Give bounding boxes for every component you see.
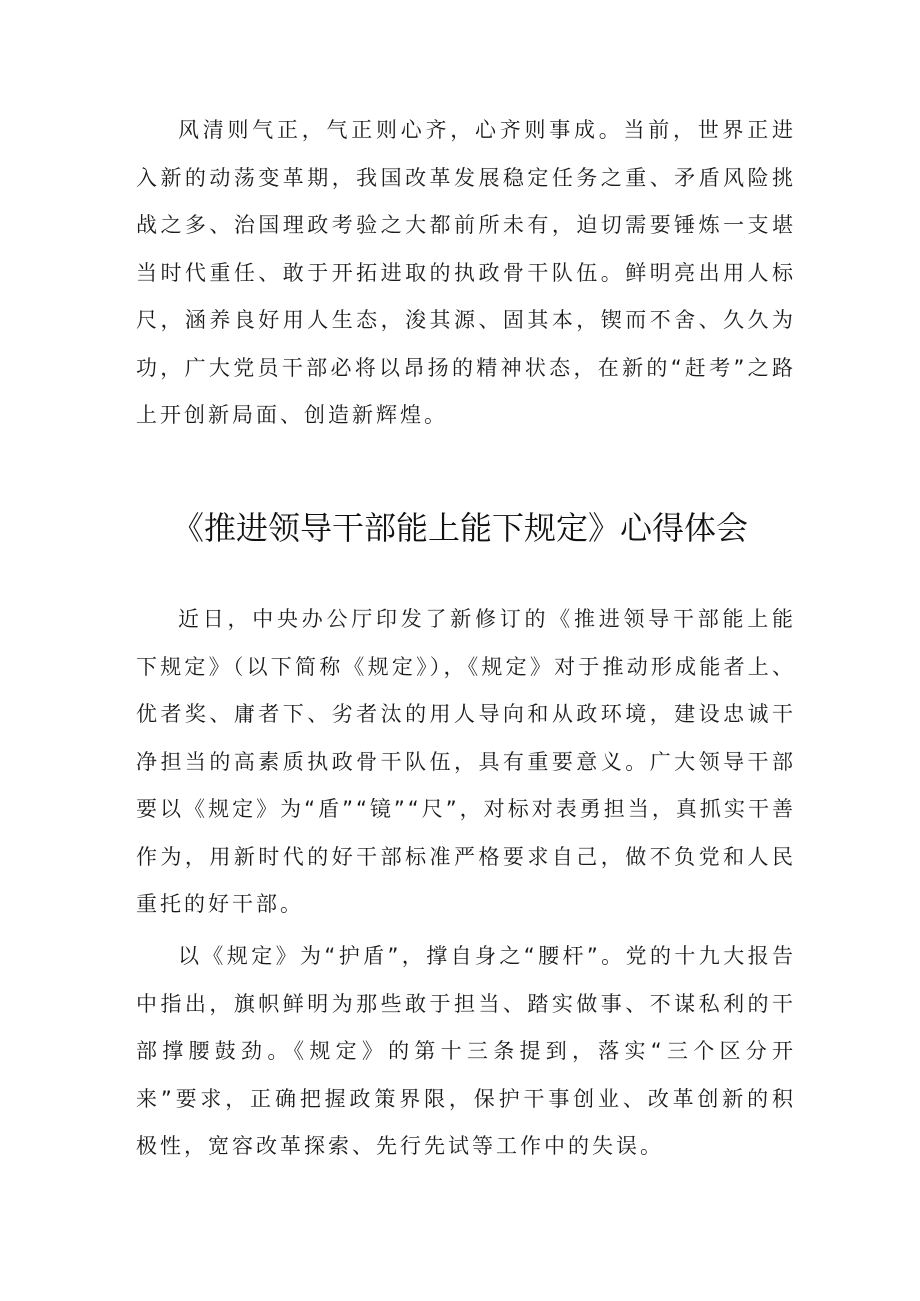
paragraph-body-2: 以《规定》为“护盾”，撑自身之“腰杆”。党的十九大报告中指出，旗帜鲜明为那些敢于担当、踏实做事、不谋私利的干部撑腰鼓劲。《规定》的第十三条提到，落实“三个区分开来”要求，正确把握政策界限，保护干事创业、改革创新的积极性，宽容改革探索、先行先试等工作中的失误。	[136, 944, 796, 1158]
paragraph-intro: 风清则气正，气正则心齐，心齐则事成。当前，世界正进入新的动荡变革期，我国改革发展稳定任务之重、矛盾风险挑战之多、治国理政考验之大都前所未有，迫切需要锤炼一支堪当时代重任、敢于开拓进取的执政骨干队伍。鲜明亮出用人标尺，涵养良好用人生态，浚其源、固其本，锲而不舍、久久为功，广大党员干部必将以昂扬的精神状态，在新的“赶考”之路上开创新局面、创造新辉煌。	[136, 118, 796, 427]
paragraph-body-1: 近日，中央办公厅印发了新修订的《推进领导干部能上能下规定》（以下简称《规定》），《规定》对于推动形成能者上、优者奖、庸者下、劣者汰的用人导向和从政环境，建设忠诚干净担当的高素质执政骨干队伍，具有重要意义。广大领导干部要以《规定》为“盾”“镜”“尺”，对标对表勇担当，真抓实干善作为，用新时代的好干部标准严格要求自己，做不负党和人民重托的好干部。	[136, 607, 796, 916]
document-title: 《推进领导干部能上能下规定》心得体会	[171, 509, 748, 547]
